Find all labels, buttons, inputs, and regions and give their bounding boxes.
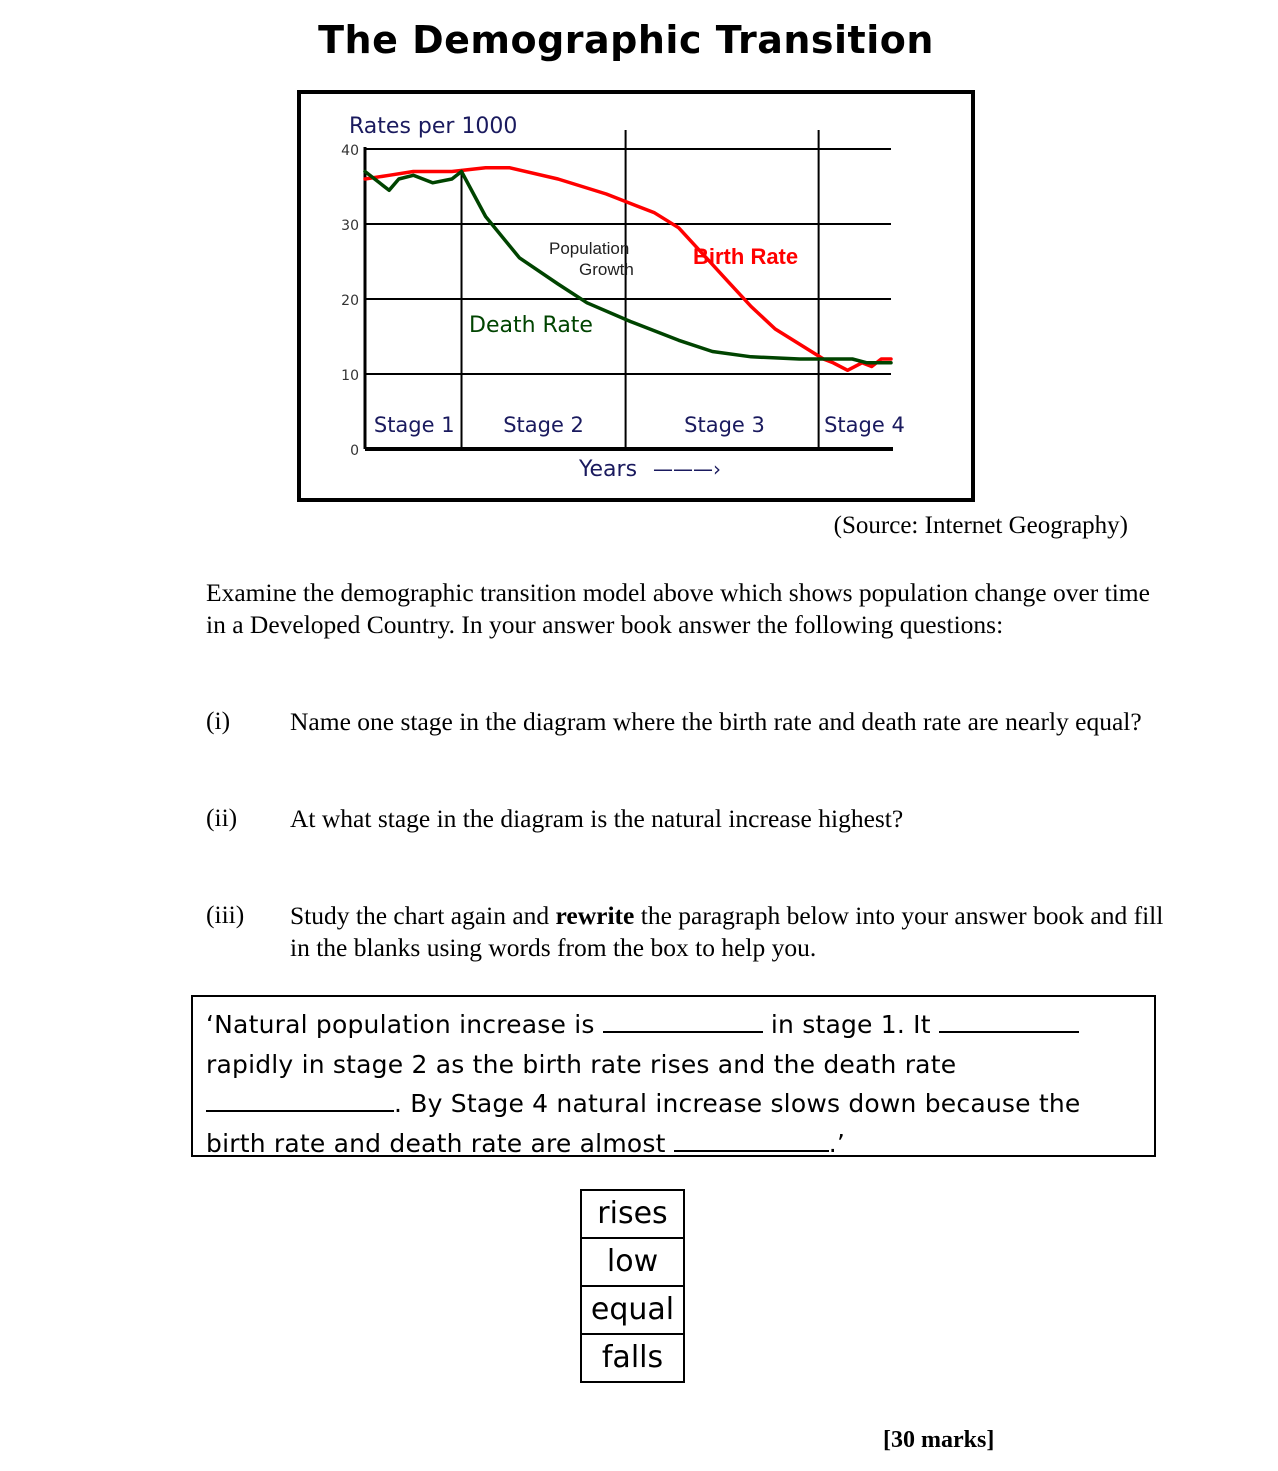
x-axis-arrow: ———› (653, 457, 721, 481)
question-number-2: (ii) (206, 803, 238, 832)
intro-text: Examine the demographic transition model above which shows population change over time in a Developed Country. In your answer book answer the following questions: (206, 578, 1150, 639)
blank-4 (674, 1128, 829, 1152)
x-axis-label: Years (579, 457, 638, 482)
population-growth-label-1: Population (549, 239, 630, 258)
population-growth-label-2: Growth (579, 260, 634, 279)
word-bank-item: rises (582, 1191, 683, 1239)
birth-rate-label: Birth Rate (693, 244, 799, 269)
stage-label: Stage 1 (373, 413, 455, 437)
blank-2 (939, 1009, 1079, 1033)
paragraph-part-5: birth rate and death rate are almost (206, 1128, 674, 1158)
y-tick-label: 40 (341, 143, 359, 159)
paragraph-part-1: ‘Natural population increase is (206, 1010, 603, 1039)
word-bank-item: falls (601, 1340, 664, 1375)
fill-in-paragraph (191, 995, 1156, 1157)
paragraph-part-2: in stage 1. It (762, 1010, 939, 1039)
question-3-text-bold: rewrite (555, 901, 635, 930)
marks-total: [30 marks] (883, 1427, 995, 1453)
word-bank-item: low (582, 1239, 683, 1287)
question-text-3 (290, 900, 1170, 964)
y-tick-label: 20 (341, 293, 359, 309)
question-number-1: (i) (206, 706, 231, 735)
question-text-2: At what stage in the diagram is the natural increase highest? (290, 804, 904, 833)
y-tick-label: 10 (341, 368, 359, 384)
stage-label: Stage 2 (503, 413, 584, 437)
y-axis-label: Rates per 1000 (349, 114, 518, 139)
blank-3 (206, 1088, 394, 1112)
paragraph-part-3: rapidly in stage 2 as the birth rate rises and the death rate (206, 1049, 957, 1079)
stage-label: Stage 3 (684, 413, 765, 437)
word-bank-item: equal (582, 1287, 683, 1335)
word-bank (580, 1189, 685, 1383)
paragraph-part-6: .’ (828, 1128, 846, 1158)
question-text-1: Name one stage in the diagram where the birth rate and death rate are nearly equal? (290, 707, 1142, 736)
y-tick-label: 0 (350, 443, 359, 459)
page-title: The Demographic Transition (318, 18, 934, 62)
demographic-chart (297, 90, 975, 502)
death-rate-label: Death Rate (469, 313, 593, 338)
question-3-text-before: Study the chart again and (290, 901, 556, 930)
source-citation: (Source: Internet Geography) (833, 512, 1128, 539)
paragraph-part-4: . By Stage 4 natural increase slows down because the (394, 1089, 1081, 1118)
blank-1 (603, 1009, 763, 1033)
stage-label: Stage 4 (824, 413, 905, 437)
y-tick-label: 30 (341, 218, 359, 234)
question-3-text-after: the paragraph below into your answer book and fill in the blanks using words from the box to help you. (290, 901, 1164, 962)
question-number-3: (iii) (206, 900, 245, 929)
chart-svg (301, 94, 971, 498)
